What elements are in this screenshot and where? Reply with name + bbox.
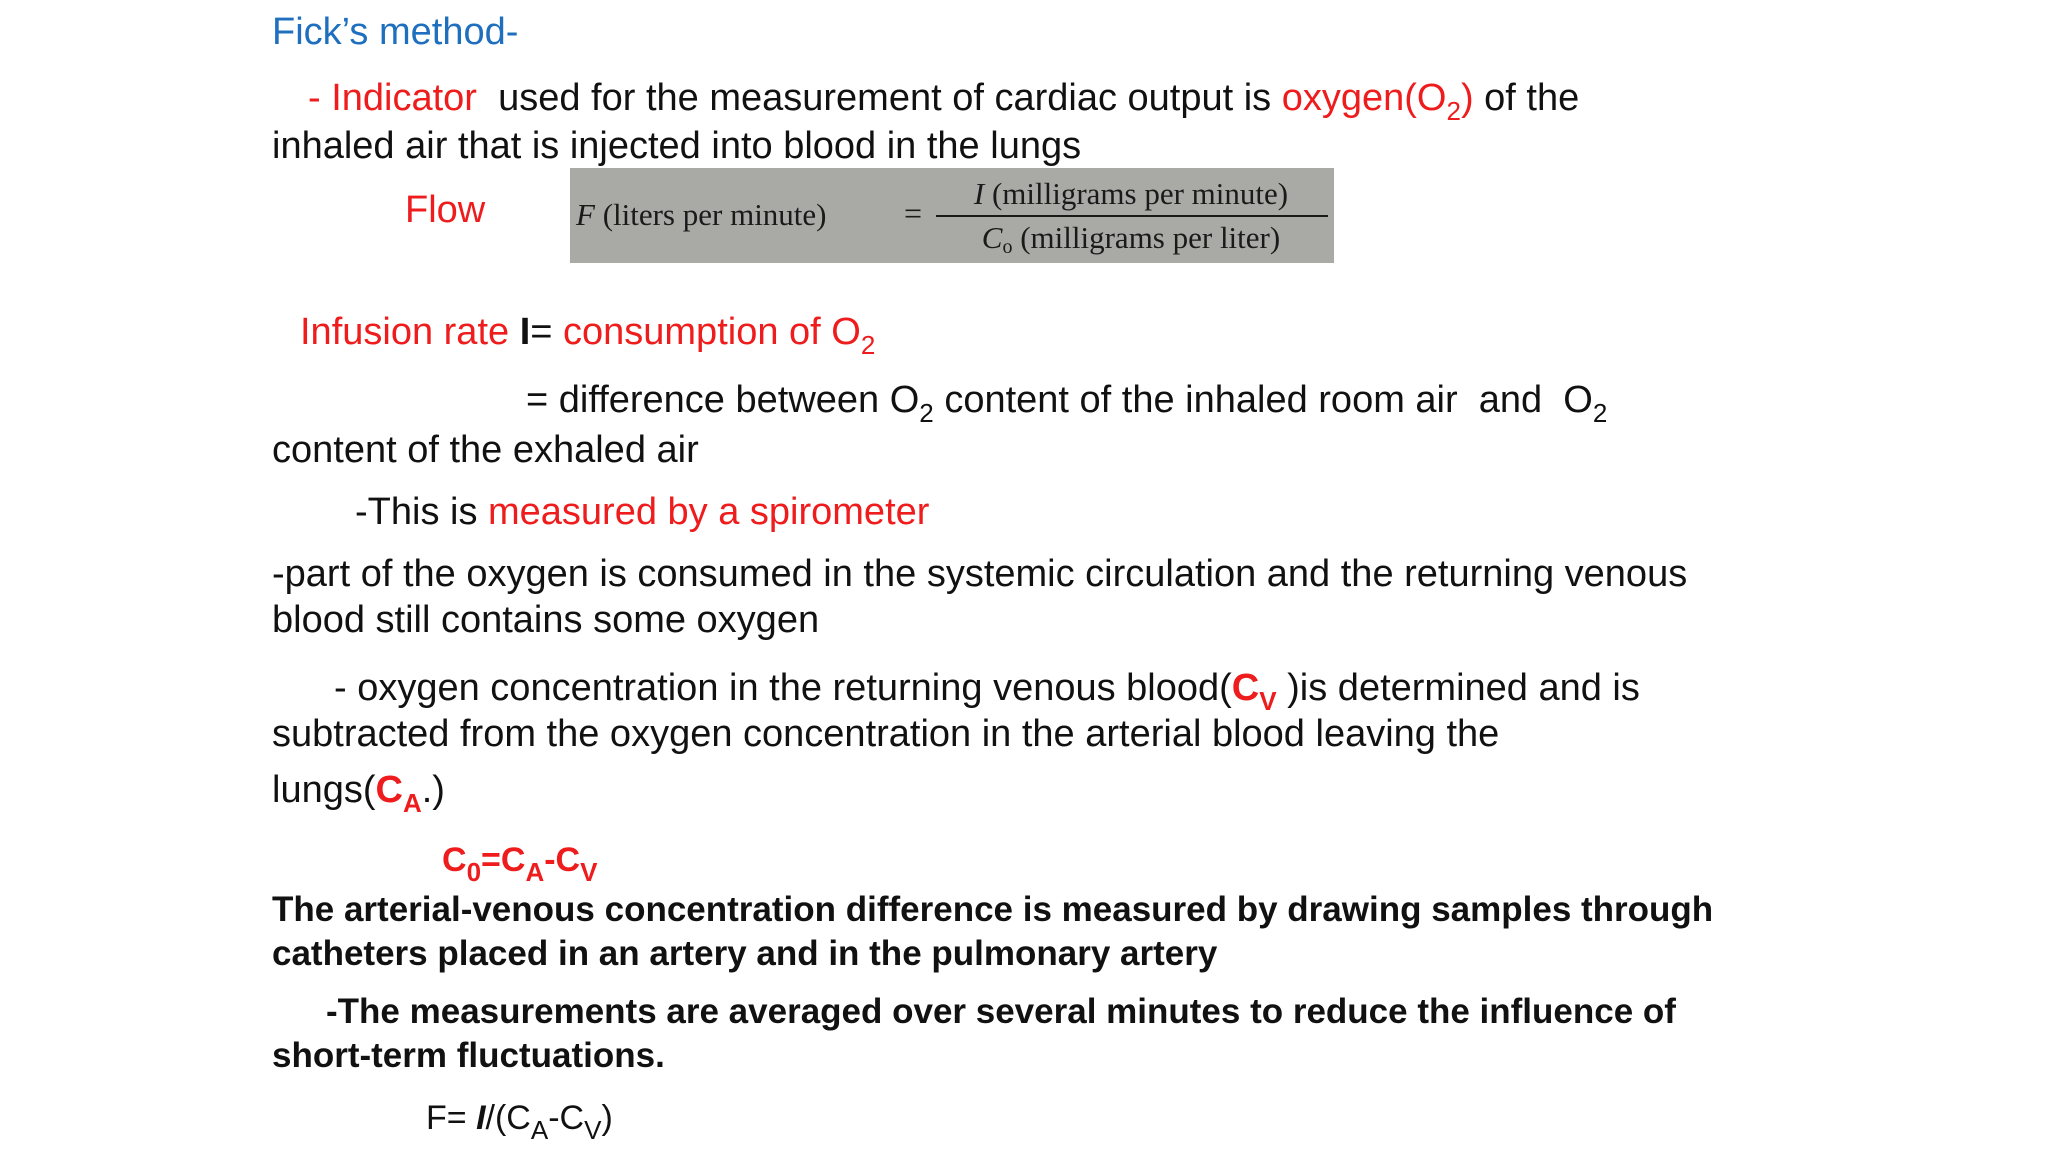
inhaled-line: inhaled air that is injected into blood in the lungs bbox=[272, 125, 1082, 167]
exhaled-line: content of the exhaled air bbox=[272, 429, 699, 471]
formula-fraction-bar bbox=[936, 215, 1328, 217]
indicator-term: Indicator bbox=[331, 77, 477, 119]
indicator-text: used for the measurement of cardiac output is bbox=[476, 77, 1282, 119]
indicator-tail: of the bbox=[1473, 77, 1580, 119]
flow-label: Flow bbox=[405, 189, 486, 231]
infusion-var: I bbox=[519, 311, 531, 353]
infusion-eq: = bbox=[530, 311, 563, 353]
arterial-venous-line-2: catheters placed in an artery and in the pulmonary artery bbox=[272, 934, 1218, 973]
concentration-line-2: subtracted from the oxygen concentration in the arterial blood leaving the bbox=[272, 713, 1500, 755]
infusion-line bbox=[300, 308, 876, 360]
cv-symbol: $C_V$ bbox=[1231, 667, 1277, 716]
concentration-line-3: $lungs(C_A.)$ bbox=[272, 769, 445, 818]
indicator-line bbox=[308, 74, 1580, 126]
spirometer-term: measured by a spirometer bbox=[488, 491, 930, 533]
formula-equals: = bbox=[904, 195, 923, 231]
part-oxygen-line-1: -part of the oxygen is consumed in the systemic circulation and the returning venous bbox=[272, 553, 1688, 595]
page-title: Fick’s method- bbox=[272, 11, 519, 53]
ca-symbol: $C_A$ bbox=[375, 769, 422, 818]
difference-line: = difference between $O_2$ content of the inhaled room air and $O_2$ bbox=[526, 379, 1608, 428]
spirometer-line: -This is measured by a spirometer bbox=[355, 491, 930, 533]
indicator-dash: - bbox=[308, 77, 332, 119]
final-equation: $F= I/(C_A-C_V)$ bbox=[426, 1099, 613, 1145]
formula-lhs: F (liters per minute) bbox=[576, 197, 827, 232]
formula-numerator: I (milligrams per minute) bbox=[973, 176, 1289, 211]
flow-formula-image bbox=[570, 168, 1334, 263]
averaged-line-2: short-term fluctuations. bbox=[272, 1036, 665, 1075]
infusion-label: Infusion rate bbox=[300, 311, 520, 353]
part-oxygen-line-2: blood still contains some oxygen bbox=[272, 599, 820, 641]
arterial-venous-line-1: The arterial-venous concentration difference is measured by drawing samples through bbox=[272, 890, 1714, 929]
c0-equation: $C_0=C_A-C_V$ bbox=[442, 841, 598, 887]
formula-denominator: Co (milligrams per liter) bbox=[981, 220, 1281, 258]
consumption-term: consumption of $O_2$ bbox=[563, 311, 876, 360]
oxygen-term: $oxygen(O_2)$ bbox=[1281, 77, 1474, 126]
concentration-line-1: - oxygen concentration in the returning venous $blood(C_V$ )is determined and is bbox=[334, 667, 1640, 716]
averaged-line-1: -The measurements are averaged over several minutes to reduce the influence of bbox=[326, 992, 1676, 1031]
